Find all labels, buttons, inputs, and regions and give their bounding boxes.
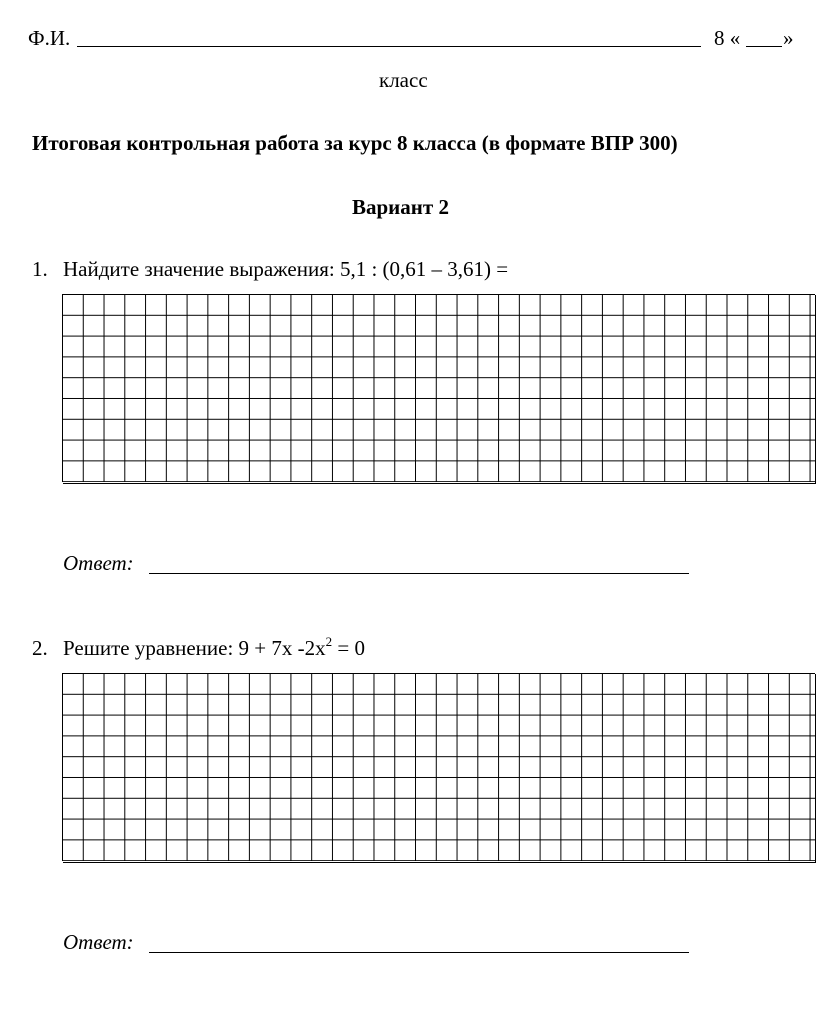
task-2-answer-label: Ответ: (63, 930, 134, 954)
name-label: Ф.И. (28, 26, 71, 50)
task-1-number: 1. (32, 257, 48, 281)
task-2-work-grid[interactable] (62, 673, 815, 861)
task-2-answer-line[interactable] (149, 952, 689, 953)
task-2-text (63, 636, 365, 660)
class-letter-field-line[interactable] (746, 46, 782, 47)
name-field-line[interactable] (77, 46, 701, 47)
task-2-superscript: 2 (325, 634, 333, 649)
task-1-text: Найдите значение выражения: 5,1 : (0,61 – 3,61) = (63, 257, 509, 281)
class-suffix: » (783, 26, 794, 50)
class-prefix: 8 « (714, 26, 741, 50)
page-title: Итоговая контрольная работа за курс 8 класса (в формате ВПР 300) (32, 131, 678, 155)
task-1-answer-label: Ответ: (63, 551, 134, 575)
task-1-answer-line[interactable] (149, 573, 689, 574)
task-2-number: 2. (32, 636, 48, 660)
task-2-grid-border (63, 674, 816, 863)
task-2-text-after: = 0 (332, 636, 365, 660)
task-1-work-grid[interactable] (62, 294, 815, 482)
task-2-text-before: Решите уравнение: 9 + 7x -2x (63, 636, 326, 660)
task-1-grid-border (63, 295, 816, 484)
variant-heading: Вариант 2 (352, 195, 449, 219)
class-word: класс (379, 68, 428, 92)
